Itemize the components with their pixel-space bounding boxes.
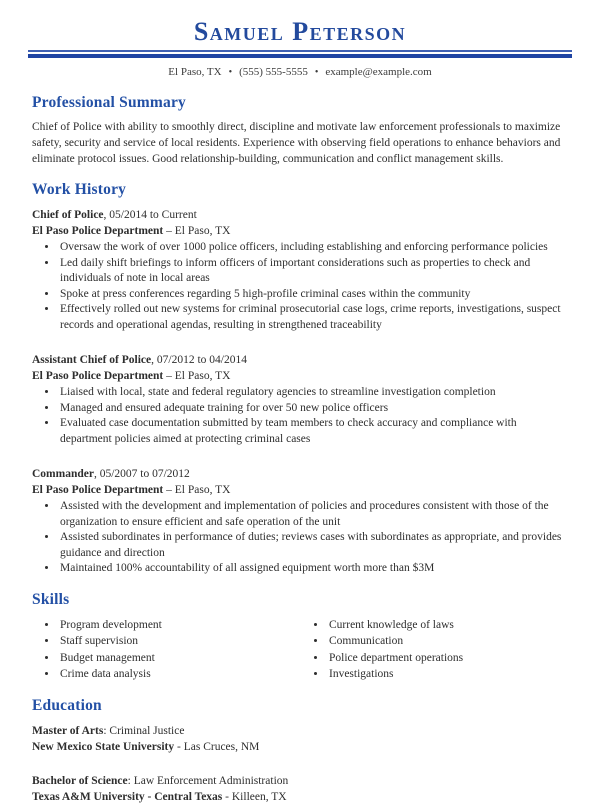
education-school-line <box>32 789 570 805</box>
section-heading-professional-summary: Professional Summary <box>32 94 186 111</box>
section-heading-skills: Skills <box>32 590 70 608</box>
title-dates-separator: , <box>103 209 110 221</box>
job-employer-line <box>32 482 570 498</box>
bullet-item: • Effectively rolled out new systems for criminal prosecutorial case logs, crime reports, investigations, suspect records and operational agendas, resulting in strengthened traceability <box>58 302 570 333</box>
skills-columns <box>32 617 570 683</box>
skill-item: • Investigations <box>327 666 570 683</box>
degree-field: Criminal Justice <box>109 724 185 737</box>
job-title-line <box>32 466 570 482</box>
skills-list-left <box>32 617 301 683</box>
professional-summary-text: Chief of Police with ability to smoothly direct, discipline and motivate law enforcement professionals to maximize safety, security and service of local residents. Experience with observing field operations to enhance behaviors and eliminate protocol issues. Good relationship-building, communication and conflict management skills. <box>32 121 561 165</box>
job-employer-line <box>32 368 570 384</box>
skill-item: • Staff supervision <box>58 633 301 650</box>
job-dates: 05/2007 to 07/2012 <box>99 468 190 480</box>
skill-item: • Program development <box>58 617 301 634</box>
degree-field-separator: : <box>127 774 134 787</box>
contact-email: example@example.com <box>325 66 432 78</box>
job-entry <box>32 352 570 447</box>
job-title-line <box>32 207 570 223</box>
section-heading-work-history: Work History <box>32 181 127 198</box>
skill-item: • Communication <box>327 633 570 650</box>
school-location-separator: - <box>222 790 232 803</box>
person-name: Samuel Peterson <box>193 17 407 46</box>
contact-line <box>0 65 600 80</box>
employer-name: El Paso Police Department <box>32 484 164 496</box>
skill-item: • Police department operations <box>327 650 570 667</box>
skill-item: • Crime data analysis <box>58 666 301 683</box>
job-entry <box>32 466 570 577</box>
school-name: New Mexico State University <box>32 740 175 753</box>
job-location: El Paso, TX <box>174 484 231 496</box>
school-location: Killeen, TX <box>231 790 287 803</box>
school-location: Las Cruces, NM <box>183 740 260 753</box>
job-entry <box>32 207 570 333</box>
education-degree-line <box>32 773 570 789</box>
bullet-item: • Spoke at press conferences regarding 5 high-profile criminal cases within the community <box>58 287 570 303</box>
contact-phone: (555) 555-5555 <box>239 66 308 78</box>
education-school-line <box>32 739 570 755</box>
bullet-separator: • <box>228 67 233 78</box>
bullet-item: • Assisted with the development and implementation of policies and procedures consistent with those of the organization to ensure efficient and safe operation of the unit <box>58 499 570 530</box>
job-bullet-list <box>32 240 570 333</box>
degree-name: Master of Arts <box>32 724 104 737</box>
employer-name: El Paso Police Department <box>32 225 164 237</box>
bullet-item: • Assisted subordinates in performance of duties; reviews cases with subordinates as appropriate, and provides guidance and direction <box>58 530 570 561</box>
education-entry <box>32 723 570 755</box>
bullet-separator: • <box>314 67 319 78</box>
job-bullet-list <box>32 385 570 447</box>
header-divider-rule <box>28 50 572 58</box>
skill-item: • Current knowledge of laws <box>327 617 570 634</box>
education-entry <box>32 773 570 805</box>
job-location: El Paso, TX <box>174 370 231 382</box>
bullet-item: • Liaised with local, state and federal regulatory agencies to streamline investigation completion <box>58 385 570 401</box>
education-degree-line <box>32 723 570 739</box>
job-title: Chief of Police <box>32 209 104 221</box>
bullet-item: • Managed and ensured adequate training for over 50 new police officers <box>58 401 570 417</box>
degree-name: Bachelor of Science <box>32 774 128 787</box>
employer-location-separator: – <box>163 225 175 237</box>
employer-location-separator: – <box>163 370 175 382</box>
school-name: Texas A&M University - Central Texas <box>32 790 223 803</box>
job-bullet-list <box>32 499 570 577</box>
bullet-item: • Oversaw the work of over 1000 police officers, including establishing and enforcing performance policies <box>58 240 570 256</box>
job-title: Commander <box>32 468 94 480</box>
degree-field: Law Enforcement Administration <box>133 774 289 787</box>
skill-item: • Budget management <box>58 650 301 667</box>
bullet-item: • Led daily shift briefings to inform officers of important considerations such as properties to check and individuals of note in local areas <box>58 256 570 287</box>
job-location: El Paso, TX <box>174 225 231 237</box>
contact-location: El Paso, TX <box>168 66 222 78</box>
section-heading-education: Education <box>32 696 102 714</box>
job-title: Assistant Chief of Police <box>32 354 152 366</box>
school-location-separator: - <box>174 740 184 753</box>
skills-list-right <box>301 617 570 683</box>
degree-field-separator: : <box>103 724 110 737</box>
title-dates-separator: , <box>93 468 100 480</box>
employer-location-separator: – <box>163 484 175 496</box>
job-dates: 05/2014 to Current <box>109 209 197 221</box>
title-dates-separator: , <box>151 354 157 366</box>
resume-body <box>32 93 570 805</box>
job-dates: 07/2012 to 04/2014 <box>156 354 247 366</box>
job-title-line <box>32 352 570 368</box>
bullet-item: • Maintained 100% accountability of all assigned equipment worth more than $3M <box>58 561 570 577</box>
job-employer-line <box>32 223 570 239</box>
employer-name: El Paso Police Department <box>32 370 164 382</box>
bullet-item: • Evaluated case documentation submitted by team members to check accuracy and compliance with department policies aimed at protecting criminal cases <box>58 416 570 447</box>
